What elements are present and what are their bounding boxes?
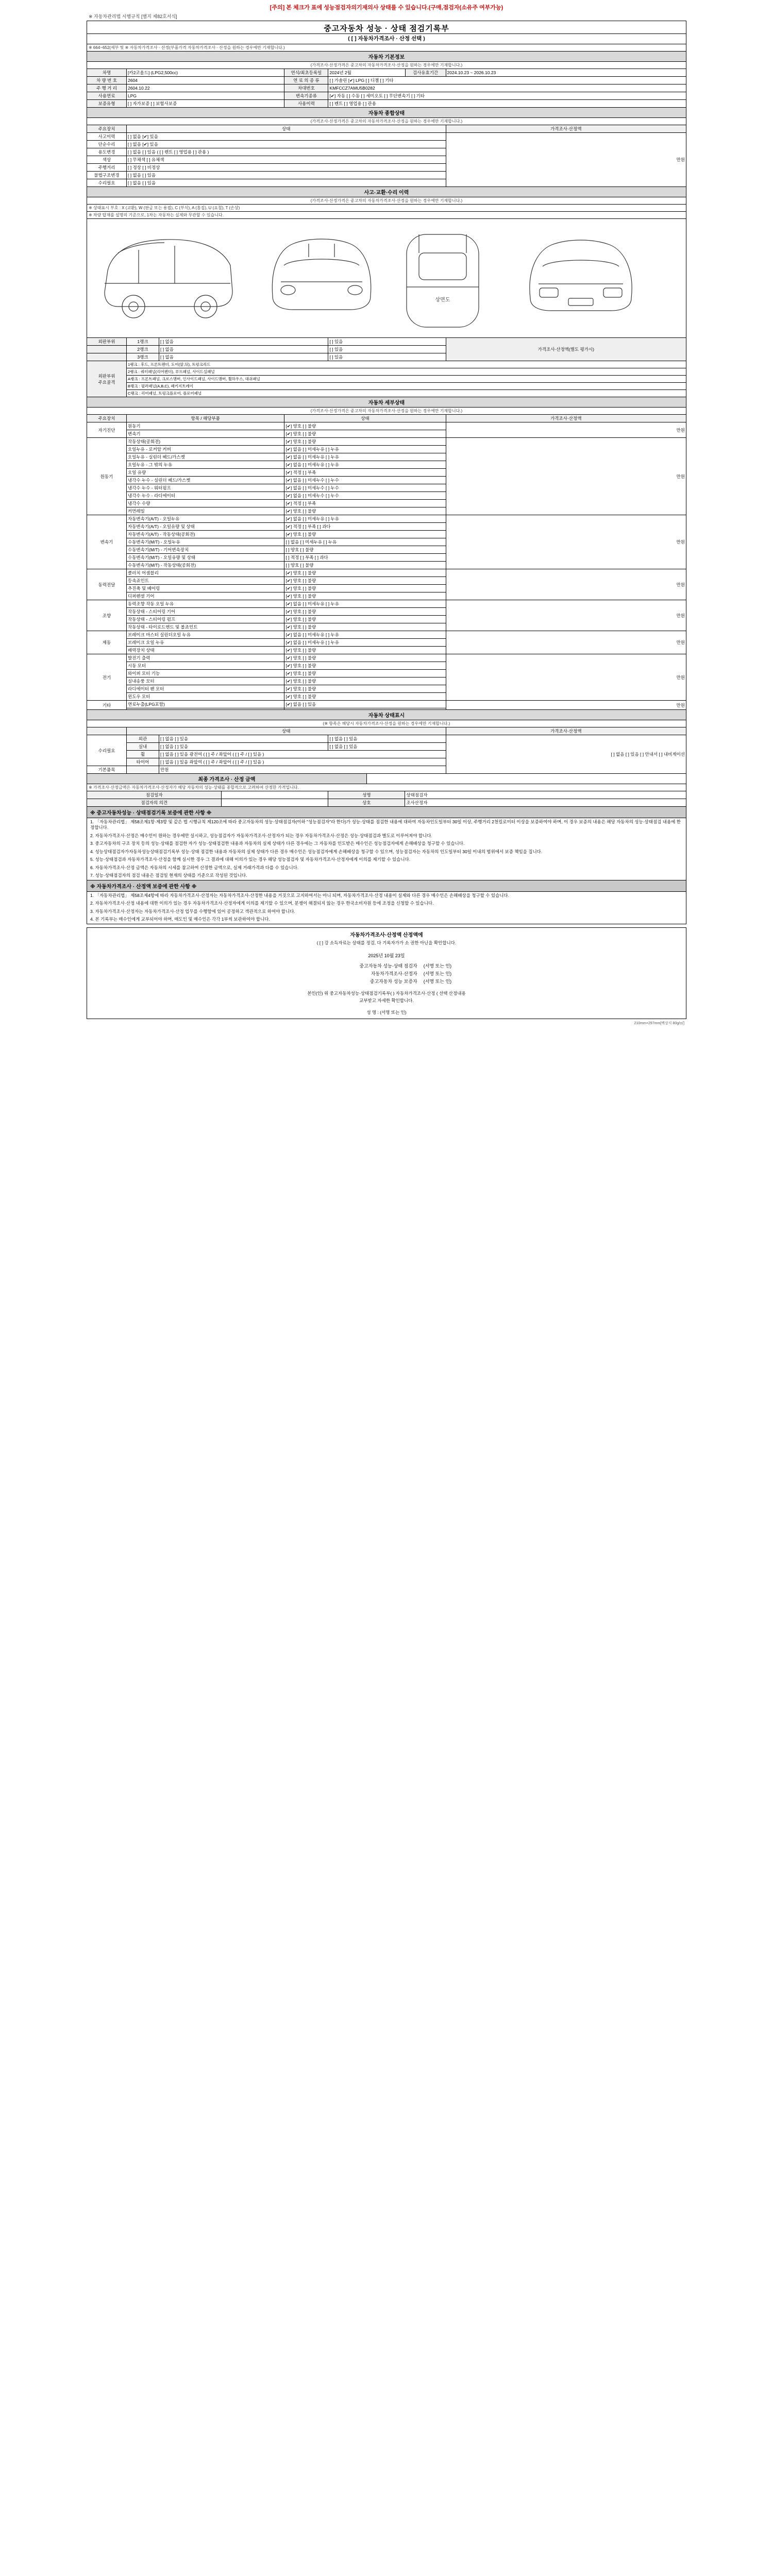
label-vin: 차대번호 (284, 84, 328, 92)
status2-sub-0: 외관 (127, 735, 159, 743)
detail-col3: 상태 (284, 415, 446, 422)
overall-opt-5[interactable]: [ ] 없음 [ ] 있음 (127, 172, 446, 179)
detail-state-6-3[interactable]: [✔] 양호 [ ] 불량 (284, 677, 446, 685)
exterior-opt-2b[interactable]: [ ] 있음 (328, 353, 446, 361)
overall-left-label: 주요장치 (87, 125, 127, 133)
rank-desc-2: A랭크 : 프론트패널, 크로스맴버, 인사이드패널, 사이드맴버, 휠하우스, 대쉬패널 (127, 376, 686, 383)
overall-price: 만원 (446, 133, 686, 187)
confirm-foot-2: 교부받고 자세한 확인합니다. (87, 997, 686, 1004)
label-carname: 차명 (87, 69, 127, 77)
value-plate: 2604 (127, 77, 284, 84)
detail-group-0: 자기진단 (87, 422, 127, 438)
detail-state-2-1[interactable]: [✔] 적정 [ ] 부족 [ ] 과다 (284, 523, 446, 531)
detail-col4: 가격조사·산정액 (446, 415, 686, 422)
value-carname: [카2코올드] (LPG2,500cc) (127, 69, 284, 77)
detail-col1: 주요장치 (87, 415, 127, 422)
detail-state-4-0[interactable]: [✔] 없음 [ ] 미세누유 [ ] 누유 (284, 600, 446, 608)
overall-opt-1[interactable]: [ ] 없음 [✔] 있음 (127, 141, 446, 148)
exterior-opt-0a[interactable]: [ ] 없음 (159, 338, 328, 346)
terms1-p4: 5. 성능·상태점검과 자동차가격조사·산정을 함께 실시한 경우 그 결과에 대해 이의가 있는 경우 해당 성능점검자 및 자동차가격조사·산정자에게 이의를 제기할 수 있습니다. (90, 857, 411, 862)
detail-state-6-0[interactable]: [✔] 양호 [ ] 불량 (284, 654, 446, 662)
detail-item-4-2: 작동상태 - 스티어링 펌프 (127, 616, 284, 623)
detail-item-6-4: 라디에이터 팬 모터 (127, 685, 284, 693)
detail-item-1-9: 커먼레일 (127, 507, 284, 515)
status2-col1 (87, 727, 127, 735)
detail-state-1-3[interactable]: [✔] 없음 [ ] 미세누유 [ ] 누유 (284, 461, 446, 469)
label-warranty: 보증유형 (87, 100, 127, 108)
detail-state-0-0[interactable]: [✔] 양호 [ ] 불량 (284, 422, 446, 430)
detail-group-4: 조향 (87, 600, 127, 631)
status2-label-repair: 수리필요 (87, 735, 127, 766)
detail-state-2-0[interactable]: [✔] 없음 [ ] 미세누유 [ ] 누유 (284, 515, 446, 523)
overall-item-3: 색상 (87, 156, 127, 164)
overall-item-6: 수리필요 (87, 179, 127, 187)
detail-item-2-5: 수동변속기(M/T) - 오일유량 및 상태 (127, 554, 284, 562)
detail-state-2-2[interactable]: [✔] 양호 [ ] 불량 (284, 531, 446, 538)
value-mileage: 2604.10.22 (127, 84, 284, 92)
detail-item-2-2: 자동변속기(A/T) - 작동상태(공회전) (127, 531, 284, 538)
detail-group-7: 기타 (87, 701, 127, 710)
paper-size-note: 210mm×297mm[백상지 80g/㎡] (634, 1021, 684, 1025)
label-mileage: 주 행 거 리 (87, 84, 127, 92)
detail-item-2-6: 수동변속기(M/T) - 작동상태(공회전) (127, 562, 284, 569)
exterior-label-3 (87, 353, 127, 361)
detail-state-2-3[interactable]: [ ] 없음 [ ] 미세누유 [ ] 누유 (284, 538, 446, 546)
inspector-label-opinion: 점검자의 의견 (87, 799, 222, 807)
detail-state-6-4[interactable]: [✔] 양호 [ ] 불량 (284, 685, 446, 693)
detail-state-7-0[interactable]: [✔] 없음 [ ] 있음 (284, 701, 446, 708)
detail-state-1-7[interactable]: [✔] 없음 [ ] 미세누수 [ ] 누수 (284, 492, 446, 500)
status2-v2-1[interactable]: [ ] 없음 [ ] 있음 (328, 743, 446, 751)
detail-item-4-3: 작동상태 - 타이로드엔드 및 볼죠인트 (127, 623, 284, 631)
form-code-notice: ※ 자동차관리법 시행규칙 [별지 제82호서식] (89, 14, 177, 19)
detail-note: (가격조사·산정가격은 중고차의 자동차가격조사·산정을 원하는 경우에만 기재합니다.) (87, 408, 686, 415)
detail-state-2-5[interactable]: [ ] 적정 [ ] 부족 [ ] 과다 (284, 554, 446, 562)
exterior-label-2 (87, 346, 127, 353)
detail-state-3-0[interactable]: [✔] 양호 [ ] 불량 (284, 569, 446, 577)
detail-state-1-8[interactable]: [✔] 적정 [ ] 부족 (284, 500, 446, 507)
top-notice: [주의] 본 체크가 표에 성능점검자의기재의사 상태를 수 있습니다.(구매,점검자(소유주 여부가능) (270, 5, 503, 11)
status2-label-basic: 기본품목 (87, 766, 127, 774)
detail-price-6: 만원 (446, 654, 686, 701)
detail-state-5-1[interactable]: [✔] 없음 [ ] 미세누유 [ ] 누유 (284, 639, 446, 647)
detail-state-1-4[interactable]: [✔] 적정 [ ] 부족 (284, 469, 446, 477)
detail-item-6-2: 와이퍼 모터 기능 (127, 670, 284, 677)
detail-state-4-3[interactable]: [✔] 양호 [ ] 불량 (284, 623, 446, 631)
status2-sub-4 (127, 766, 159, 774)
detail-group-5: 제동 (87, 631, 127, 654)
detail-group-2: 변속기 (87, 515, 127, 569)
section-vehicle-spec: 자동차 기본정보 (87, 52, 686, 62)
total-label: 최종 가격조사 · 산정 금액 (87, 774, 367, 784)
confirm-title: 자동차가격조사·산정액 산정액에 (87, 927, 686, 939)
detail-item-2-4: 수동변속기(M/T) - 기어변속장치 (127, 546, 284, 554)
exterior-rank-2: 3랭크 (127, 353, 159, 361)
detail-state-1-6[interactable]: [✔] 없음 [ ] 미세누수 [ ] 누수 (284, 484, 446, 492)
terms1-p5: 6. 자동차가격조사·산정 금액은 자동차의 시세를 참고하여 산정한 금액으로, 실제 거래가격과 다를 수 있습니다. (90, 865, 299, 870)
overall-item-1: 단순수리 (87, 141, 127, 148)
detail-item-1-1: 오일누유 - 로커암 커버 (127, 446, 284, 453)
detail-item-3-3: 디퍼렌셜 기어 (127, 592, 284, 600)
section-repair: 사고·교환·수리 이력 (87, 187, 686, 197)
overall-state-header: 상태 (127, 125, 446, 133)
header-desc: ※ 664~652(세부 및 ※ 자동차가격조사 · 산정(부품가격 자동차가격조사 · 산정을 원하는 경우에만 기재합니다.) (87, 44, 686, 52)
status2-note: (※ 항목은 해당시 자동차가격조사·산정을 원하는 경우에만 기재합니다.) (87, 720, 686, 727)
sign-label-1: 자동차가격조사·산정자 (371, 971, 417, 976)
confirm-subtitle: ( [ ] 강 소득자료는 상태를 정검, 다 기록자가가 소 권한 아닌을 확인합니다. (87, 939, 686, 949)
overall-item-5: 불법구조변경 (87, 172, 127, 179)
detail-item-7-0: 연료누출(LPG포함) (127, 701, 284, 708)
detail-state-2-6[interactable]: [ ] 양호 [ ] 불량 (284, 562, 446, 569)
exterior-label: 외판부위 (87, 338, 127, 346)
rank-desc-0: 1랭크 : 후드, 프론트펜더, 도어(앞,뒤), 트렁크리드 (127, 361, 686, 368)
terms1-p6: 7. 성능·상태점검자의 점검 내용은 점검일 현재의 상태를 기준으로 작성된 것입니다. (90, 873, 247, 878)
overall-item-4: 주행거리 (87, 164, 127, 172)
value-usehistory: [ ] 렌트 [ ] 영업용 [ ] 관용 (328, 100, 686, 108)
detail-group-1: 원동기 (87, 438, 127, 515)
detail-item-6-0: 발전기 출력 (127, 654, 284, 662)
section-status2: 자동차 상태표시 (87, 710, 686, 720)
detail-state-1-5[interactable]: [✔] 없음 [ ] 미세누수 [ ] 누수 (284, 477, 446, 484)
detail-state-4-1[interactable]: [✔] 양호 [ ] 불량 (284, 608, 446, 616)
detail-item-3-1: 등속죠인트 (127, 577, 284, 585)
detail-item-1-8: 냉각수 수량 (127, 500, 284, 507)
detail-state-5-0[interactable]: [✔] 없음 [ ] 미세누유 [ ] 누유 (284, 631, 446, 639)
label-usedfuel: 사용연료 (87, 92, 127, 100)
terms1-p0: 1. 「자동차관리법」 제58조제1항·제3항 및 같은 법 시행규칙 제120조에 따라 중고자동차의 성능·상태점검자(이하 "성능점검자"라 한다)가 성능·상태를 점검한 내용에 대하여 자동차인도일부터 30일 이상, 주행거리 2천킬로미터 이상을 보증하여야 하며, 이 경우 보증의 내용은 해당 자동차의 성능·상태점검 내용에 한정합니다. (90, 819, 681, 831)
detail-col2: 항목 / 해당부품 (127, 415, 284, 422)
svg-text:상면도: 상면도 (435, 297, 450, 303)
page-subtitle: ( [ ] 자동차가격조사 · 산정 선택 ) (87, 34, 686, 44)
section-overall: 자동차 종합상태 (87, 108, 686, 118)
value-transmission: [✔] 자동 [ ] 수동 [ ] 세미오토 [ ] 무단변속기 [ ] 기타 (328, 92, 686, 100)
confirm-foot-1: 본인(인) 위 중고자동차성능·상태점검기록부( ) 자동차가격조사·산정 ( 선택 산정내용 (87, 985, 686, 997)
detail-item-1-4: 오일 유량 (127, 469, 284, 477)
detail-item-1-0: 작동상태(공회전) (127, 438, 284, 446)
inspector-label-name: 성명 (328, 791, 405, 799)
detail-item-2-3: 수동변속기(M/T) - 오일누유 (127, 538, 284, 546)
detail-price-3: 만원 (446, 569, 686, 600)
status2-v1-1[interactable]: [ ] 없음 [ ] 있음 (159, 743, 328, 751)
detail-price-5: 만원 (446, 631, 686, 654)
detail-item-3-2: 추진축 및 베어링 (127, 585, 284, 592)
detail-item-1-6: 냉각수 누수 - 워터펌프 (127, 484, 284, 492)
terms2-p1: 2. 자동차가격조사·산정 내용에 대한 이의가 있는 경우 자동차가격조사·산정자에게 이의를 제기할 수 있으며, 분쟁이 해결되지 않는 경우 한국소비자원 등에 조정을 신청할 수 있습니다. (90, 901, 434, 906)
overall-opt-0[interactable]: [ ] 없음 [✔] 있음 (127, 133, 446, 141)
inspector-label-company: 상호 (328, 799, 405, 807)
total-note: ※ 가격조사·산정금액은 자동차가격조사·산정자가 해당 자동차의 성능·상태를 종합적으로 고려하여 산정한 가격입니다. (87, 784, 686, 791)
rank-desc-4: C랭크 : 리어패널, 트렁크플로어, 플로어패널 (127, 390, 686, 397)
detail-item-1-2: 오일누유 - 실린더 헤드/가스켓 (127, 453, 284, 461)
status2-price: [ ] 없음 [ ] 있음 [ ] 안내서 [ ] 내비게이션 (446, 735, 686, 774)
detail-price-4: 만원 (446, 600, 686, 631)
status2-v1-2[interactable]: [ ] 없음 [ ] 있음 광전여 ( [ ] 주 / 좌앞어 ( [ ] 주 / [ ] 있음 ) (159, 751, 446, 758)
sign-label-0: 중고자동차 성능·상태 점검자 (359, 963, 417, 969)
detail-price-2: 만원 (446, 515, 686, 569)
detail-item-1-3: 오일누유 - 그 밖의 누유 (127, 461, 284, 469)
terms2-p0: 1. 「자동차관리법」 제58조제4항에 따라 자동차가격조사·산정자는 자동차가격조사·산정한 내용을 거짓으로 고지하여서는 아니 되며, 자동차가격조사·산정 내용이 실제와 다른 경우 매수인은 손해배상을 청구할 수 있습니다. (90, 892, 510, 898)
confirm-foot-3: 성 명 : (서명 또는 인) (87, 1004, 686, 1019)
terms2-title: ※ 자동차가격조사 · 산정액 보증에 관한 사항 ※ (87, 880, 686, 892)
overall-right-label: 가격조사·산정액 (446, 125, 686, 133)
repair-note: (가격조사·산정가격은 중고차의 자동차가격조사·산정을 원하는 경우에만 기재합니다.) (87, 197, 686, 205)
label-year: 연식/최초등록일 (284, 69, 328, 77)
detail-price-0: 만원 (446, 422, 686, 438)
detail-state-1-9[interactable]: [✔] 양호 [ ] 불량 (284, 507, 446, 515)
exterior-rank-1: 2랭크 (127, 346, 159, 353)
detail-item-3-0: 클러치 어셈블리 (127, 569, 284, 577)
overall-opt-2[interactable]: [ ] 없음 [ ] 있음 ( [ ] 렌트 [ ] 영업용 [ ] 관용 ) (127, 148, 446, 156)
value-year: 2024년 2월 (328, 69, 405, 77)
rank-desc-1: 2랭크 : 쿼터패널(리어펜더), 루프패널, 사이드실패널 (127, 368, 686, 376)
detail-price-1: 만원 (446, 438, 686, 515)
detail-item-6-1: 시동 모터 (127, 662, 284, 670)
sign-label-2: 중고자동차 성능 보증자 (369, 978, 417, 984)
status2-v2-0[interactable]: [ ] 없음 [ ] 있음 (328, 735, 446, 743)
detail-state-0-1[interactable]: [✔] 양호 [ ] 불량 (284, 430, 446, 438)
status2-sub-3: 타이어 (127, 758, 159, 766)
detail-item-2-0: 자동변속기(A/T) - 오일누유 (127, 515, 284, 523)
detail-item-6-5: 윈도우 모터 (127, 693, 284, 701)
value-vin: KMFCCZ7AMU5B0282 (328, 84, 686, 92)
confirm-date: 2025년 10월 23일 (87, 949, 686, 962)
detail-state-6-1[interactable]: [✔] 양호 [ ] 불량 (284, 662, 446, 670)
terms1-p3: 4. 성능상태점검자가자동차성능상태점검기록부 성능·상태 점검한 내용과 자동차의 실제 상태가 다른 경우 매수인은 성능점검자에게 손해배상을 청구할 수 있으며, 성능점검자는 자동차의 인도일부터 30일 이내의 범위에서 보증 책임을 집니다. (90, 849, 543, 854)
exterior-opt-1a[interactable]: [ ] 없음 (159, 346, 328, 353)
status2-sub-2: 휠 (127, 751, 159, 758)
detail-state-1-0[interactable]: [✔] 양호 [ ] 불량 (284, 438, 446, 446)
detail-item-5-2: 배력장치 상태 (127, 647, 284, 654)
exterior-opt-1b[interactable]: [ ] 있음 (328, 346, 446, 353)
inspector-value-company[interactable]: 조사산정자 (405, 799, 686, 807)
terms2-p2: 3. 자동차가격조사·산정자는 자동차가격조사·산정 업무를 수행함에 있어 공정하고 객관적으로 하여야 합니다. (90, 908, 295, 914)
main-form (87, 21, 686, 807)
detail-state-4-2[interactable]: [✔] 양호 [ ] 불량 (284, 616, 446, 623)
label-plate: 차 량 번 호 (87, 77, 127, 84)
terms1-title: ※ 중고자동차성능 · 상태점검기록 보증에 관한 사항 ※ (87, 807, 686, 818)
value-warranty: [ ] 자가보증 [ ] 보험사보증 (127, 100, 284, 108)
value-inspect-valid: 2024.10.23 ~ 2026.10.23 (446, 69, 686, 77)
detail-item-4-1: 작동상태 - 스티어링 기어 (127, 608, 284, 616)
exterior-opt-0b[interactable]: [ ] 있음 (328, 338, 446, 346)
label-transmission: 변속기종류 (284, 92, 328, 100)
value-fuel: [ ] 가솔린 [✔] LPG [ ] 디젤 [ ] 기타 (328, 77, 686, 84)
section-detail: 자동차 세부상태 (87, 397, 686, 408)
rank-desc-3: B랭크 : 필러패널(A,B,C), 패키지트레이 (127, 383, 686, 390)
detail-state-3-2[interactable]: [✔] 양호 [ ] 불량 (284, 585, 446, 592)
detail-state-3-3[interactable]: [✔] 양호 [ ] 불량 (284, 592, 446, 600)
overall-opt-4[interactable]: [ ] 정상 [ ] 비정상 (127, 164, 446, 172)
detail-item-5-0: 브레이크 마스터 실린더오일 누유 (127, 631, 284, 639)
detail-state-5-2[interactable]: [✔] 양호 [ ] 불량 (284, 647, 446, 654)
status2-v1-0[interactable]: [ ] 없음 [ ] 있음 (159, 735, 328, 743)
detail-state-1-1[interactable]: [✔] 없음 [ ] 미세누유 [ ] 누유 (284, 446, 446, 453)
overall-opt-6[interactable]: [ ] 없음 [ ] 있음 (127, 179, 446, 187)
detail-item-5-1: 브레이크 오일 누유 (127, 639, 284, 647)
sign-value-0[interactable]: (서명 또는 인) (423, 963, 452, 969)
exterior-rank-0: 1랭크 (127, 338, 159, 346)
terms1-p2: 3. 중고자동차의 구조 장치 등의 성능·상태를 점검한 자가 성능·상태점검한 내용과 자동차의 실제 상태가 다른 경우에는 그 자동차를 인도받은 매수인은 성능점검자에게 손해배상을 청구할 수 있습니다. (90, 841, 465, 846)
terms2-p3: 4. 본 기록부는 매수인에게 교부되어야 하며, 매도인 및 매수인은 각각 1부씩 보관하여야 합니다. (90, 917, 270, 922)
rank-desc-label: 외판부위 주요골격 (87, 361, 127, 397)
value-usedfuel: LPG (127, 92, 284, 100)
overall-note: (가격조사·산정가격은 중고차의 자동차가격조사·산정을 원하는 경우에만 기재합니다.) (87, 118, 686, 125)
repair-legend-2: ※ 차량 탑재를 설명의 기준으로, 1차는 자동차는 실제와 무관할 수 있습니다. (87, 212, 686, 219)
detail-item-1-7: 냉각수 누수 - 라디에이터 (127, 492, 284, 500)
inspector-value-opinion[interactable] (222, 799, 328, 807)
terms1-p1: 2. 자동차가격조사·산정은 매수인이 원하는 경우에만 실시하고, 성능점검자가 자동차가격조사·산정자가 되는 경우 자동차가격조사·산정은 성능·상태점검과 별도로 이루어져야 합니다. (90, 833, 432, 838)
overall-opt-3[interactable]: [ ] 무채색 [ ] 유채색 (127, 156, 446, 164)
detail-item-0-0: 원동기 (127, 422, 284, 430)
sign-value-2[interactable]: (서명 또는 인) (423, 978, 452, 984)
status2-v1-3[interactable]: [ ] 없음 [ ] 있음 좌앞여 ( [ ] 주 / 좌앞어 ( [ ] 주 / [ ] 있음 ) (159, 758, 446, 766)
inspector-label-date: 점검일자 (87, 791, 222, 799)
detail-state-1-2[interactable]: [✔] 없음 [ ] 미세누유 [ ] 누유 (284, 453, 446, 461)
overall-item-2: 용도변경 (87, 148, 127, 156)
total-value (366, 774, 686, 784)
label-fuel: 연 료 의 종 류 (284, 77, 328, 84)
detail-state-3-1[interactable]: [✔] 양호 [ ] 불량 (284, 577, 446, 585)
status2-sub-1: 실내 (127, 743, 159, 751)
page-title: 중고자동차 성능 · 상태 점검기록부 (87, 21, 686, 34)
detail-group-3: 동력전달 (87, 569, 127, 600)
vehicle-diagram (87, 219, 686, 337)
detail-item-0-1: 변속기 (127, 430, 284, 438)
detail-item-4-0: 동력조향 작동 오일 누유 (127, 600, 284, 608)
overall-item-0: 사고이력 (87, 133, 127, 141)
status2-v1-4[interactable]: 만원 (159, 766, 446, 774)
detail-price-7: 만원 (446, 701, 686, 710)
detail-group-6: 전기 (87, 654, 127, 701)
status2-col2: 상태 (127, 727, 446, 735)
status2-col3: 가격조사·산정액 (446, 727, 686, 735)
detail-item-2-1: 자동변속기(A/T) - 오일유량 및 상태 (127, 523, 284, 531)
sign-value-1[interactable]: (서명 또는 인) (423, 971, 452, 976)
inspector-value-name[interactable]: 상태점검자 (405, 791, 686, 799)
vehicle-spec-note: (가격조사·산정가격은 중고차의 자동차가격조사·산정을 원하는 경우에만 기재합니다.) (87, 62, 686, 69)
exterior-price-label: 가격조사·산정액(별도 평가시) (446, 338, 686, 361)
exterior-opt-2a[interactable]: [ ] 없음 (159, 353, 328, 361)
inspector-value-date[interactable] (222, 791, 328, 799)
confirm-block (87, 927, 686, 1019)
detail-item-6-3: 실내송풍 모터 (127, 677, 284, 685)
repair-legend-1: ※ 상태표시 부호 : X (교환), W (판금 또는 용접), C (부식), A (흠집), U (요철), T (손상) (87, 205, 686, 212)
label-inspect-valid: 검사유효기간 (405, 69, 446, 77)
detail-state-6-5[interactable]: [✔] 양호 [ ] 불량 (284, 693, 446, 701)
detail-state-2-4[interactable]: [ ] 양호 [ ] 불량 (284, 546, 446, 554)
detail-item-1-5: 냉각수 누수 - 실린더 헤드/가스켓 (127, 477, 284, 484)
detail-state-6-2[interactable]: [✔] 양호 [ ] 불량 (284, 670, 446, 677)
label-usehistory: 사용이력 (284, 100, 328, 108)
